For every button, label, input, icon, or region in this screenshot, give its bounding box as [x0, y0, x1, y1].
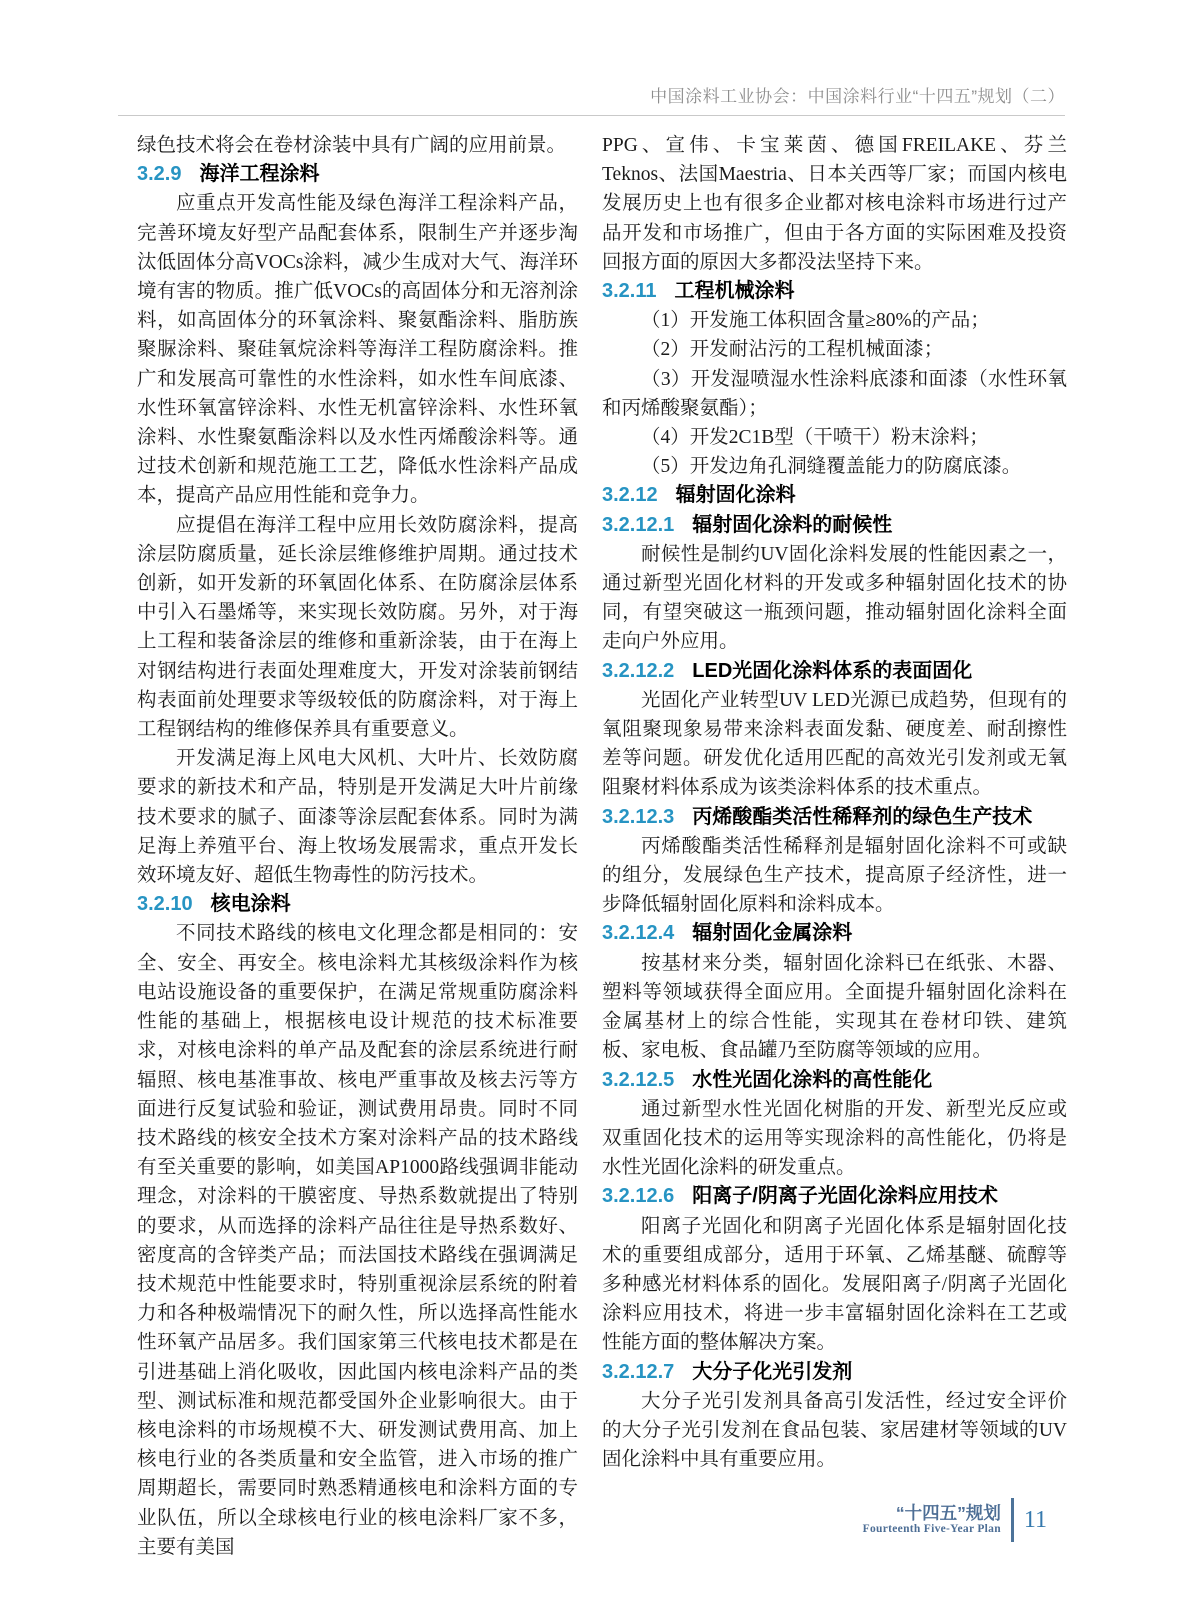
section-heading — [137, 890, 578, 919]
paragraph: 通过新型水性光固化树脂的开发、新型光反应或双重固化技术的运用等实现涂料的高性能化，仍将是水性光固化涂料的研发重点。 — [602, 1098, 1067, 1179]
paragraph: PPG、宣伟、卡宝莱茵、德国FREILAKE、芬兰Teknos、法国Maestria、日本关西等厂家；而国内核电发展历史上也有很多企业都对核电涂料市场进行过产品开发和市场推广，但由于各方面的实际困难及投资回报方面的原因大多都没法坚持下来。 — [602, 135, 1067, 273]
section-title: 海洋工程涂料 — [199, 163, 320, 186]
paragraph: 光固化产业转型UV LED光源已成趋势，但现有的氧阻聚现象易带来涂料表面发黏、硬度差、耐刮擦性差等问题。研发优化适用匹配的高效光引发剂或无氧阻聚材料体系成为该类涂料体系的技术重点。 — [602, 689, 1067, 799]
paragraph: 应重点开发高性能及绿色海洋工程涂料产品，完善环境友好型产品配套体系，限制生产并逐步淘汰低固体分高VOCs涂料，减少生成对大气、海洋环境有害的物质。推广低VOCs的高固体分和无溶剂涂料，如高固体分的环氧涂料、聚氨酯涂料、脂肪族聚脲涂料、聚硅氧烷涂料等海洋工程防腐涂料。推广和发展高可靠性的水性涂料，如水性车间底漆、水性环氧富锌涂料、水性无机富锌涂料、水性环氧涂料、水性聚氨酯涂料以及水性丙烯酸涂料等。通过技术创新和规范施工工艺，降低水性涂料产品成本，提高产品应用性能和竞争力。 — [137, 193, 578, 507]
section-heading — [602, 919, 1067, 948]
left-column — [137, 131, 578, 1562]
section-heading — [602, 803, 1067, 832]
section-heading — [602, 657, 1067, 686]
paragraph: 绿色技术将会在卷材涂装中具有广阔的应用前景。 — [137, 135, 567, 156]
paragraph: 不同技术路线的核电文化理念都是相同的：安全、安全、再安全。核电涂料尤其核级涂料作为核电站设施设备的重要保护，在满足常规重防腐涂料性能的基础上，根据核电设计规范的技术标准要求，对核电涂料的单产品及配套的涂层系统进行耐辐照、核电基准事故、核电严重事故及核去污等方面进行反复试验和验证，测试费用昂贵。同时不同技术路线的核安全技术方案对涂料产品的技术路线有至关重要的影响，如美国AP1000路线强调非能动理念，对涂料的干膜密度、导热系数就提出了特别的要求，从而选择的涂料产品往往是导热系数好、密度高的含锌类产品；而法国技术路线在强调满足技术规范中性能要求时，特别重视涂层系统的附着力和各种极端情况下的耐久性，所以选择高性能水性环氧产品居多。我们国家第三代核电技术都是在引进基础上消化吸收，因此国内核电涂料产品的类型、测试标准和规范都受国外企业影响很大。由于核电涂料的市场规模不大、研发测试费用高、加上核电行业的各类质量和安全监管，进入市场的推广周期超长，需要同时熟悉精通核电和涂料方面的专业队伍，所以全球核电行业的核电涂料厂家不多，主要有美国 — [137, 923, 578, 1558]
running-header — [118, 82, 1065, 116]
section-title: 水性光固化涂料的高性能化 — [692, 1068, 933, 1091]
paragraph: 阳离子光固化和阴离子光固化体系是辐射固化技术的重要组成部分，适用于环氧、乙烯基醚、硫醇等多种感光材料体系的固化。发展阳离子/阴离子光固化涂料应用技术，将进一步丰富辐射固化涂料在工艺或性能方面的整体解决方案。 — [602, 1215, 1067, 1354]
paragraph: （3）开发湿喷湿水性涂料底漆和面漆（水性环氧和丙烯酸聚氨酯）； — [602, 368, 1067, 419]
paragraph: 按基材来分类，辐射固化涂料已在纸张、木器、塑料等领域获得全面应用。全面提升辐射固化涂料在金属基材上的综合性能，实现其在卷材印铁、建筑板、家电板、食品罐乃至防腐等领域的应用。 — [602, 952, 1067, 1062]
section-title: 阳离子/阴离子光固化涂料应用技术 — [692, 1185, 998, 1208]
section-number: 3.2.12.5 — [602, 1068, 675, 1091]
section-number: 3.2.12.3 — [602, 805, 675, 828]
paragraph: （5）开发边角孔洞缝覆盖能力的防腐底漆。 — [641, 456, 1022, 478]
section-title: LED光固化涂料体系的表面固化 — [692, 659, 973, 682]
section-heading — [137, 160, 578, 189]
section-heading — [602, 1182, 1067, 1211]
section-title: 大分子化光引发剂 — [692, 1360, 853, 1383]
footer-plan-cn: “十四五”规划 — [895, 1503, 1001, 1524]
page-footer — [863, 1498, 1047, 1542]
section-number: 3.2.12.1 — [602, 513, 675, 536]
page-number: 11 — [1023, 1506, 1047, 1533]
footer-plan-text — [863, 1503, 1011, 1537]
paragraph: （2）开发耐沾污的工程机械面漆； — [641, 339, 944, 361]
footer-plan-en: Fourteenth Five-Year Plan — [862, 1523, 1001, 1536]
section-title: 丙烯酸酯类活性稀释剂的绿色生产技术 — [692, 805, 1033, 828]
section-heading — [602, 1358, 1067, 1387]
paragraph: 耐候性是制约UV固化涂料发展的性能因素之一，通过新型光固化材料的开发或多种辐射固化技术的协同，有望突破这一瓶颈问题，推动辐射固化涂料全面走向户外应用。 — [602, 543, 1067, 653]
body-columns — [137, 131, 1067, 1562]
section-title: 核电涂料 — [210, 893, 291, 916]
section-heading — [602, 511, 1067, 540]
paragraph: 大分子光引发剂具备高引发活性，经过安全评价的大分子光引发剂在食品包装、家居建材等领域的UV固化涂料中具有重要应用。 — [602, 1390, 1067, 1471]
right-column — [602, 131, 1067, 1474]
section-title: 辐射固化涂料 — [675, 484, 796, 507]
paragraph: （1）开发施工体积固含量≥80%的产品； — [641, 310, 990, 332]
paragraph: 开发满足海上风电大风机、大叶片、长效防腐要求的新技术和产品，特别是开发满足大叶片前缘技术要求的腻子、面漆等涂层配套体系。同时为满足海上养殖平台、海上牧场发展需求，重点开发长效环境友好、超低生物毒性的防污技术。 — [137, 748, 578, 887]
section-number: 3.2.12.4 — [602, 922, 675, 945]
section-number: 3.2.12.7 — [602, 1360, 675, 1383]
paragraph: 应提倡在海洋工程中应用长效防腐涂料，提高涂层防腐质量，延长涂层维修维护周期。通过技术创新，如开发新的环氧固化体系、在防腐涂层体系中引入石墨烯等，来实现长效防腐。另外，对于海上工程和装备涂层的维修和重新涂装，由于在海上对钢结构进行表面处理难度大，开发对涂装前钢结构表面前处理要求等级较低的防腐涂料，对于海上工程钢结构的维修保养具有重要意义。 — [137, 514, 578, 741]
section-number: 3.2.10 — [137, 893, 193, 916]
paragraph: 丙烯酸酯类活性稀释剂是辐射固化涂料不可或缺的组分，发展绿色生产技术，提高原子经济性，进一步降低辐射固化原料和涂料成本。 — [602, 835, 1067, 916]
running-header-title: 中国涂料工业协会：中国涂料行业“十四五”规划（二） — [650, 87, 1065, 106]
section-number: 3.2.11 — [602, 280, 657, 303]
section-number: 3.2.12.6 — [602, 1185, 675, 1208]
section-heading — [602, 277, 1067, 306]
paragraph: （4）开发2C1B型（干喷干）粉末涂料； — [641, 427, 989, 449]
section-title: 辐射固化金属涂料 — [692, 922, 853, 945]
footer-divider — [1011, 1498, 1014, 1542]
section-title: 工程机械涂料 — [674, 280, 795, 303]
section-number: 3.2.9 — [137, 163, 182, 186]
section-title: 辐射固化涂料的耐候性 — [692, 513, 893, 536]
section-heading — [602, 481, 1067, 510]
section-heading — [602, 1066, 1067, 1095]
section-number: 3.2.12.2 — [602, 659, 675, 682]
section-number: 3.2.12 — [602, 484, 658, 507]
